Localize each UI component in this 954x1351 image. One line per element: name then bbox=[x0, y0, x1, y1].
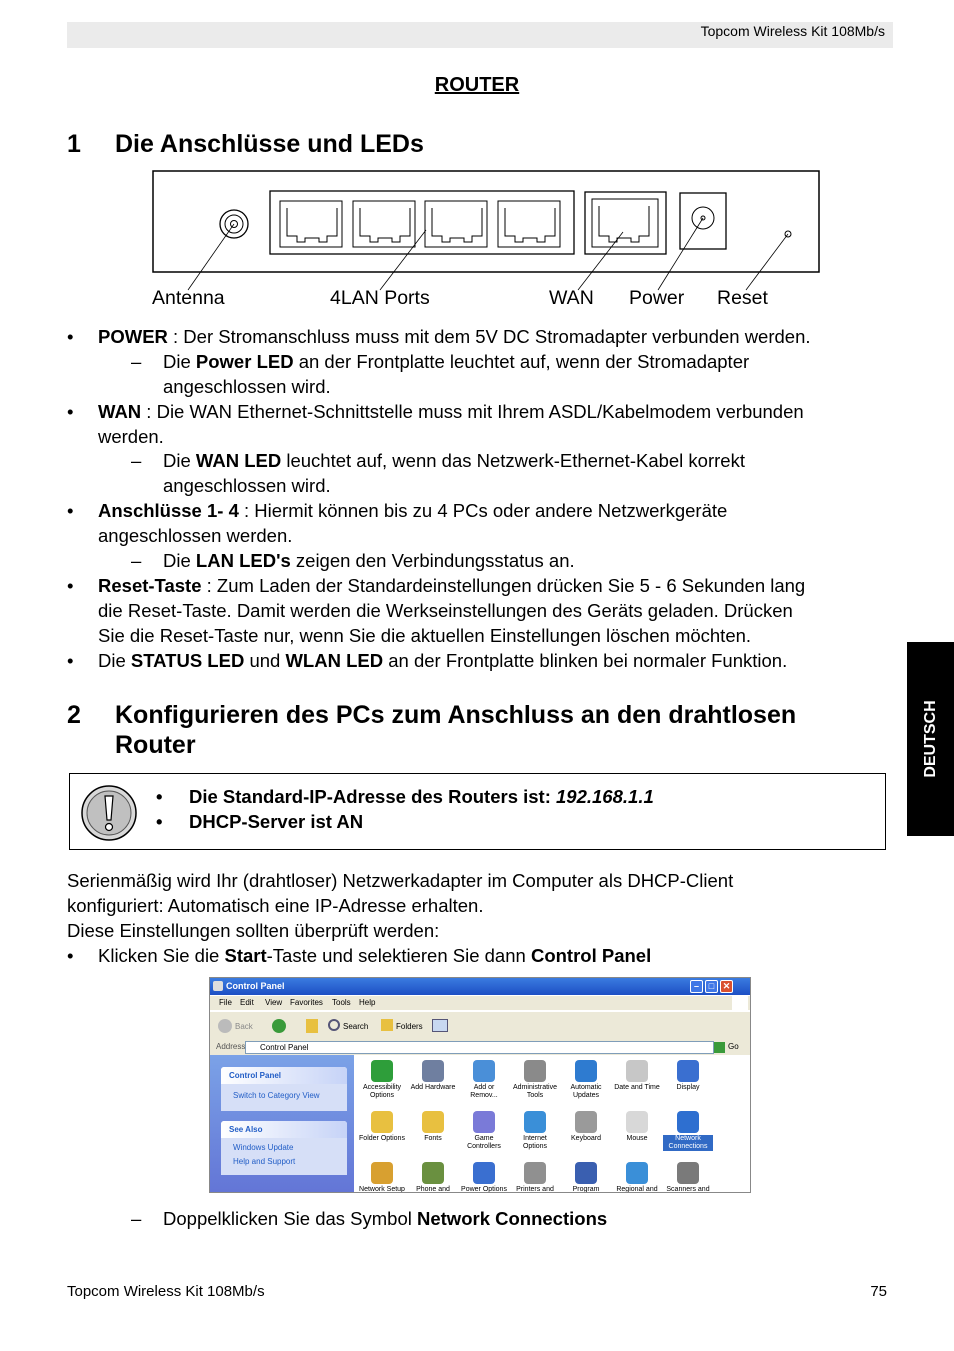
cp-item-printers-and[interactable] bbox=[510, 1162, 560, 1193]
cp-item-label-line2: Tools bbox=[526, 1092, 544, 1099]
go-icon[interactable] bbox=[714, 1042, 725, 1053]
cp-item-fonts[interactable] bbox=[408, 1111, 458, 1143]
administrative-tools-icon bbox=[524, 1060, 546, 1082]
page-number: 75 bbox=[870, 1283, 887, 1300]
window-title: Control Panel bbox=[226, 981, 285, 991]
cp-item-label: Add Hardware bbox=[410, 1084, 456, 1091]
cp-item-label: Mouse bbox=[626, 1135, 648, 1142]
cp-item-add-hardware[interactable] bbox=[408, 1060, 458, 1092]
cp-item-program[interactable] bbox=[561, 1162, 611, 1193]
cp-item-label: Printers and bbox=[516, 1186, 554, 1193]
menu-view[interactable]: View bbox=[265, 998, 283, 1007]
step-open-control-panel: Klicken Sie die Start-Taste und selektieren Sie dann Control Panel bbox=[98, 945, 652, 966]
cp-item-folder-options[interactable] bbox=[357, 1111, 407, 1143]
automatic-updates-icon bbox=[575, 1060, 597, 1082]
cp-item-accessibility-options[interactable] bbox=[357, 1060, 407, 1100]
forward-arrow-icon[interactable] bbox=[272, 1019, 286, 1033]
cp-item-label: Regional and bbox=[616, 1186, 658, 1193]
switch-category-view-link[interactable]: Switch to Category View bbox=[233, 1091, 320, 1100]
cp-item-automatic-updates[interactable] bbox=[561, 1060, 611, 1100]
cp-item-label: Network bbox=[663, 1135, 713, 1143]
note-dhcp: DHCP-Server ist AN bbox=[189, 811, 364, 832]
windows-update-link[interactable]: Windows Update bbox=[233, 1143, 294, 1152]
add-hardware-icon bbox=[422, 1060, 444, 1082]
address-bar bbox=[210, 1039, 750, 1055]
windows-logo-icon bbox=[732, 996, 748, 1010]
list-item-power: POWER : Der Stromanschluss muss mit dem 5V DC Stromadapter verbunden werden. bbox=[98, 326, 811, 347]
mouse-icon bbox=[626, 1111, 648, 1133]
menu-tools[interactable]: Tools bbox=[332, 998, 351, 1007]
back-button[interactable]: Back bbox=[235, 1022, 253, 1031]
maximize-button[interactable]: □ bbox=[705, 980, 718, 993]
note-box: • Die Standard-IP-Adresse des Routers ist: 192.168.1.1 • DHCP-Server ist AN bbox=[69, 773, 886, 850]
section-label: ROUTER bbox=[434, 74, 520, 96]
cp-item-display[interactable] bbox=[663, 1060, 713, 1092]
see-also-group bbox=[221, 1121, 347, 1175]
add-or-remov-icon bbox=[473, 1060, 495, 1082]
menu-bar bbox=[210, 996, 750, 1010]
list-item-status-led: Die STATUS LED und WLAN LED an der Frontplatte blinken bei normaler Funktion. bbox=[98, 650, 788, 671]
toolbar bbox=[210, 1011, 750, 1040]
phone-and-icon bbox=[422, 1162, 444, 1184]
cp-item-date-and-time[interactable] bbox=[612, 1060, 662, 1092]
cp-item-label: Network Setup bbox=[359, 1186, 405, 1193]
label-power: Power bbox=[629, 287, 685, 309]
cp-item-label: Date and Time bbox=[614, 1084, 660, 1091]
back-arrow-icon[interactable] bbox=[218, 1019, 232, 1033]
cp-item-label: Phone and bbox=[416, 1186, 450, 1193]
cp-item-label-line2: Options bbox=[522, 1143, 548, 1150]
cp-item-administrative-tools[interactable] bbox=[510, 1060, 560, 1100]
cp-item-label-line2: Options bbox=[369, 1092, 395, 1099]
folders-icon[interactable] bbox=[381, 1019, 393, 1031]
program-icon bbox=[575, 1162, 597, 1184]
search-icon[interactable] bbox=[328, 1019, 340, 1031]
cp-item-add-or-remov[interactable] bbox=[459, 1060, 509, 1100]
cp-item-regional-and[interactable] bbox=[612, 1162, 662, 1193]
header-title: Topcom Wireless Kit 108Mb/s bbox=[700, 23, 885, 39]
game-controllers-icon bbox=[473, 1111, 495, 1133]
sub-item-lan-leds: Die LAN LED's zeigen den Verbindungsstatus an. bbox=[163, 550, 575, 571]
section1-title: Die Anschlüsse und LEDs bbox=[115, 130, 424, 158]
regional-and-icon bbox=[626, 1162, 648, 1184]
display-icon bbox=[677, 1060, 699, 1082]
cp-item-label: Program bbox=[572, 1186, 600, 1193]
cp-item-phone-and[interactable] bbox=[408, 1162, 458, 1193]
section2-number: 2 bbox=[67, 701, 81, 729]
see-also-title: See Also bbox=[229, 1125, 263, 1134]
up-folder-icon[interactable] bbox=[306, 1019, 318, 1033]
cp-item-label: Automatic bbox=[570, 1084, 602, 1091]
folders-button[interactable]: Folders bbox=[396, 1022, 423, 1031]
window-title-bar bbox=[210, 978, 750, 995]
step-open-network-connections: Doppelklicken Sie das Symbol Network Connections bbox=[163, 1208, 608, 1229]
help-support-link[interactable]: Help and Support bbox=[233, 1157, 296, 1166]
scanners-and-icon bbox=[677, 1162, 699, 1184]
section2-heading bbox=[0, 700, 954, 762]
keyboard-icon bbox=[575, 1111, 597, 1133]
cp-item-game-controllers[interactable] bbox=[459, 1111, 509, 1151]
date-and-time-icon bbox=[626, 1060, 648, 1082]
footer-title: Topcom Wireless Kit 108Mb/s bbox=[67, 1283, 265, 1300]
cp-item-keyboard[interactable] bbox=[561, 1111, 611, 1143]
list-item-reset: Reset-Taste : Zum Laden der Standardeinstellungen drücken Sie 5 - 6 Sekunden lang die Reset-Taste. Damit werden die Werkseinstellungen des Geräts geladen. Drücken Sie die Reset-Taste nur, wenn Sie die aktuellen Einstellungen löschen möchten. bbox=[98, 575, 806, 646]
search-button[interactable]: Search bbox=[343, 1022, 369, 1031]
section1-number: 1 bbox=[67, 130, 81, 158]
label-antenna: Antenna bbox=[152, 287, 225, 309]
exclamation-note-icon bbox=[80, 784, 138, 842]
cp-item-network-connections[interactable] bbox=[663, 1111, 713, 1151]
cp-item-internet-options[interactable] bbox=[510, 1111, 560, 1151]
power-options-icon bbox=[473, 1162, 495, 1184]
cp-item-label: Add or bbox=[473, 1084, 495, 1091]
printers-and-icon bbox=[524, 1162, 546, 1184]
cp-item-label-line2: Remov... bbox=[470, 1092, 498, 1099]
list-item-wan: WAN : Die WAN Ethernet-Schnittstelle muss mit Ihrem ASDL/Kabelmodem verbunden werden. bbox=[98, 401, 804, 447]
task-group-title: Control Panel bbox=[229, 1071, 282, 1080]
sub-item-wan-led: Die WAN LED leuchtet auf, wenn das Netzwerk-Ethernet-Kabel korrekt angeschlossen wird. bbox=[163, 450, 745, 496]
cp-item-label: Game bbox=[474, 1135, 494, 1142]
cp-item-label: Scanners and bbox=[666, 1186, 710, 1193]
sub-item-power-led: Die Power LED an der Frontplatte leuchtet auf, wenn der Stromadapter angeschlossen wird. bbox=[163, 351, 750, 397]
go-button[interactable]: Go bbox=[728, 1042, 739, 1051]
section2-title: Konfigurieren des PCs zum Anschluss an den drahtlosen Router bbox=[115, 701, 797, 759]
cp-item-label: Internet bbox=[523, 1135, 547, 1142]
cp-item-label-line2: Connections bbox=[663, 1143, 713, 1151]
control-panel-task-group bbox=[221, 1067, 347, 1111]
minimize-button[interactable]: – bbox=[690, 980, 703, 993]
network-connections-icon bbox=[677, 1111, 699, 1133]
cp-item-network-setup[interactable] bbox=[357, 1162, 407, 1193]
cp-item-mouse[interactable] bbox=[612, 1111, 662, 1143]
cp-item-label: Power Options bbox=[461, 1186, 507, 1193]
cp-item-label: Fonts bbox=[424, 1135, 442, 1142]
menu-favorites[interactable]: Favorites bbox=[290, 998, 323, 1007]
language-side-tab: DEUTSCH bbox=[907, 642, 954, 836]
cp-item-label: Accessibility bbox=[362, 1084, 402, 1091]
address-input[interactable]: Control Panel bbox=[245, 1041, 714, 1054]
list-item-ports: Anschlüsse 1- 4 : Hiermit können bis zu 4 PCs oder andere Netzwerkgeräte angeschlossen werden. bbox=[98, 500, 728, 546]
section1-heading bbox=[0, 130, 954, 162]
task-pane bbox=[210, 1055, 354, 1193]
fonts-icon bbox=[422, 1111, 444, 1133]
accessibility-options-icon bbox=[371, 1060, 393, 1082]
intro-paragraph: Serienmäßig wird Ihr (drahtloser) Netzwerkadapter im Computer als DHCP-Client konfiguriert: Automatisch eine IP-Adresse erhalten. Diese Einstellungen sollten überprüft werden: bbox=[67, 870, 734, 941]
control-panel-window bbox=[209, 977, 751, 1193]
menu-edit[interactable]: Edit bbox=[240, 998, 254, 1007]
address-label: Address bbox=[216, 1042, 246, 1051]
close-button[interactable]: ✕ bbox=[720, 980, 733, 993]
control-panel-icon bbox=[213, 981, 223, 991]
cp-item-power-options[interactable] bbox=[459, 1162, 509, 1193]
cp-item-label: Keyboard bbox=[571, 1135, 601, 1142]
network-setup-icon bbox=[371, 1162, 393, 1184]
menu-help[interactable]: Help bbox=[359, 998, 376, 1007]
cp-item-label: Administrative bbox=[513, 1084, 557, 1091]
cp-item-scanners-and[interactable] bbox=[663, 1162, 713, 1193]
cp-item-label-line2: Updates bbox=[572, 1092, 600, 1099]
cp-item-label-line2: Controllers bbox=[467, 1143, 501, 1150]
cp-item-label: Folder Options bbox=[359, 1135, 405, 1142]
label-wan: WAN bbox=[549, 287, 594, 309]
menu-file[interactable]: File bbox=[219, 998, 232, 1007]
label-reset: Reset bbox=[717, 287, 768, 309]
note-default-ip: Die Standard-IP-Adresse des Routers ist: 192.168.1.1 bbox=[189, 786, 654, 807]
folder-options-icon bbox=[371, 1111, 393, 1133]
label-lan-ports: 4LAN Ports bbox=[330, 287, 430, 309]
internet-options-icon bbox=[524, 1111, 546, 1133]
views-icon[interactable] bbox=[432, 1019, 448, 1032]
cp-item-label: Display bbox=[676, 1084, 700, 1091]
